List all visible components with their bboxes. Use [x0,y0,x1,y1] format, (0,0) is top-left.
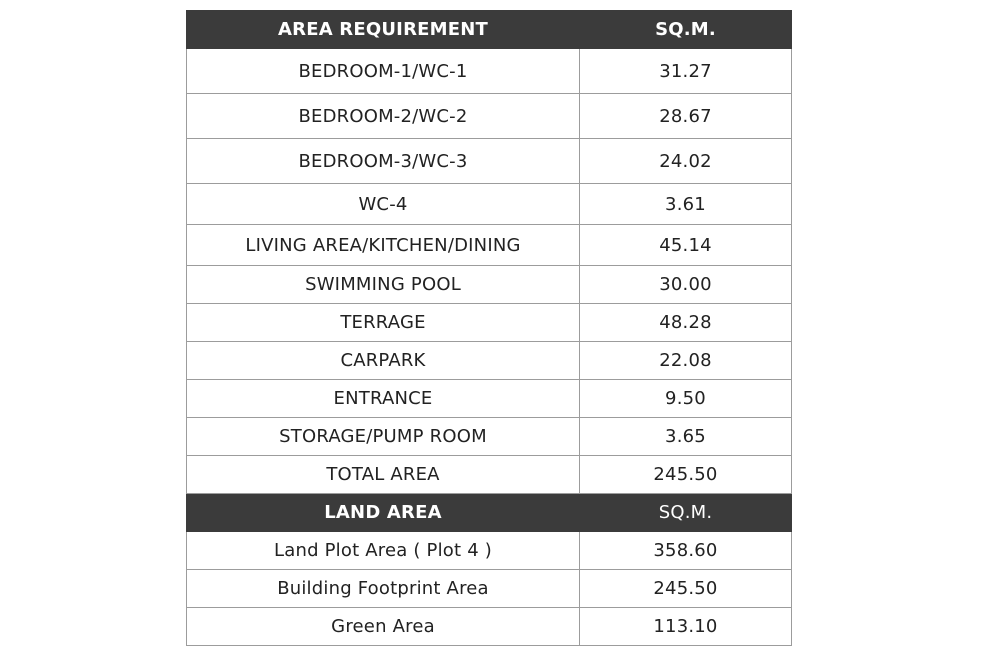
table-row [187,608,792,646]
land-area: 113.10 [580,608,792,646]
room-area: 22.08 [580,342,792,380]
table-row [187,266,792,304]
land-area-header: LAND AREA [187,494,580,532]
table-row [187,304,792,342]
area-table [186,10,792,646]
room-area: 48.28 [580,304,792,342]
table-row [187,94,792,139]
room-area: 3.61 [580,184,792,225]
land-area-header-row [187,494,792,532]
room-area: 31.27 [580,49,792,94]
area-requirement-header-row [187,11,792,49]
room-name: BEDROOM-3/WC-3 [187,139,580,184]
table-row [187,532,792,570]
room-name: SWIMMING POOL [187,266,580,304]
land-name: Green Area [187,608,580,646]
table-row [187,49,792,94]
area-requirement-unit-header: SQ.M. [580,11,792,49]
room-name: CARPARK [187,342,580,380]
table-row [187,380,792,418]
area-requirement-header: AREA REQUIREMENT [187,11,580,49]
room-name: STORAGE/PUMP ROOM [187,418,580,456]
room-area: 45.14 [580,225,792,266]
room-area: 28.67 [580,94,792,139]
land-name: Land Plot Area ( Plot 4 ) [187,532,580,570]
land-area: 245.50 [580,570,792,608]
table-row [187,225,792,266]
room-name: BEDROOM-1/WC-1 [187,49,580,94]
room-area: 9.50 [580,380,792,418]
table-row [187,184,792,225]
land-area-unit-header: SQ.M. [580,494,792,532]
room-name: ENTRANCE [187,380,580,418]
room-name: TERRAGE [187,304,580,342]
total-area-value: 245.50 [580,456,792,494]
room-area: 30.00 [580,266,792,304]
table-row [187,342,792,380]
total-area-label: TOTAL AREA [187,456,580,494]
table-row [187,139,792,184]
room-area: 24.02 [580,139,792,184]
table-row [187,570,792,608]
room-name: LIVING AREA/KITCHEN/DINING [187,225,580,266]
total-area-row [187,456,792,494]
room-name: BEDROOM-2/WC-2 [187,94,580,139]
land-area: 358.60 [580,532,792,570]
room-name: WC-4 [187,184,580,225]
table-row [187,418,792,456]
land-name: Building Footprint Area [187,570,580,608]
room-area: 3.65 [580,418,792,456]
